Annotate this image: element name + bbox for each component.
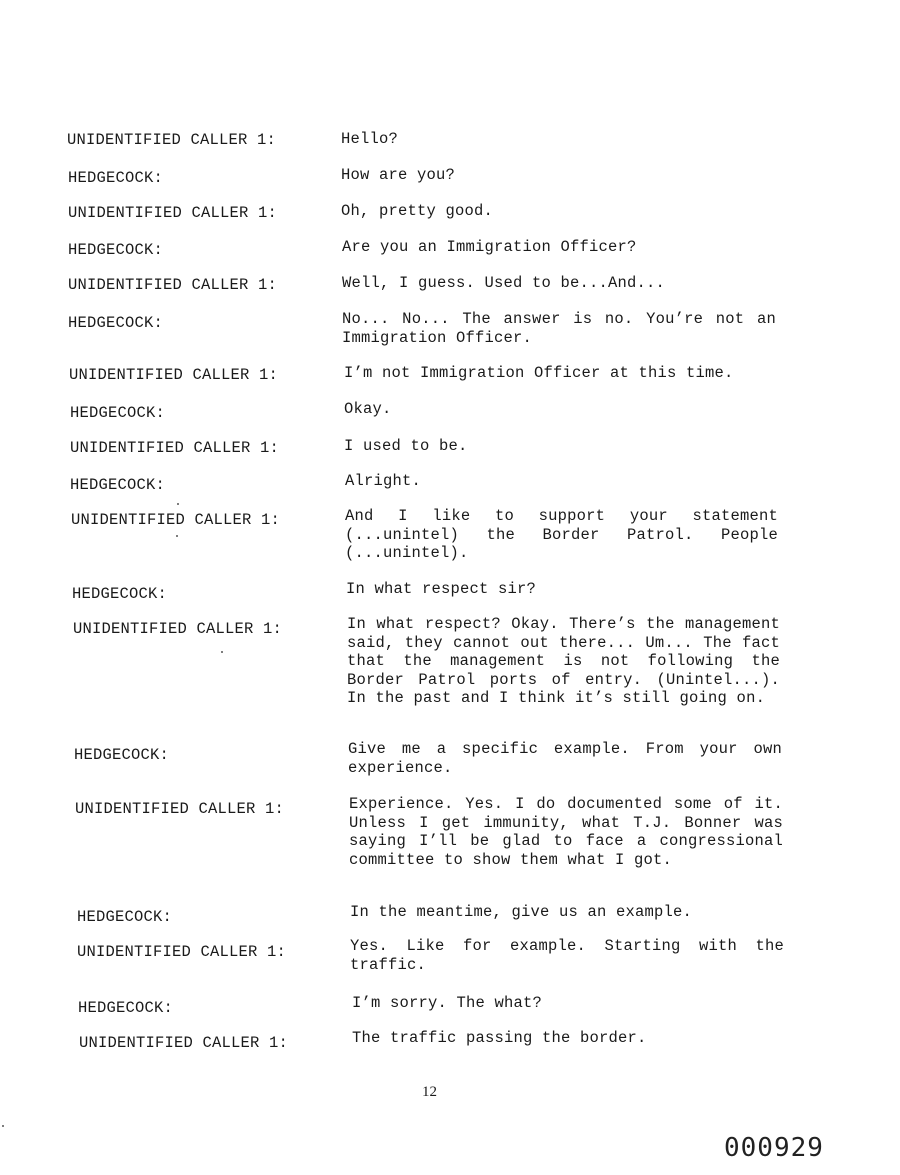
utterance-text: Oh, pretty good. xyxy=(341,202,494,220)
speaker-label: HEDGECOCK: xyxy=(78,999,174,1017)
utterance-text: In the meantime, give us an example. xyxy=(350,903,693,921)
utterance-text: And I like to support your statement (...unintel) the Border Patrol. People (...unintel). xyxy=(345,507,778,562)
scan-speck xyxy=(176,535,178,537)
utterance-text: The traffic passing the border. xyxy=(352,1029,647,1047)
speaker-label: UNIDENTIFIED CALLER 1: xyxy=(70,439,280,457)
speaker-label: UNIDENTIFIED CALLER 1: xyxy=(69,366,279,384)
speaker-label: HEDGECOCK: xyxy=(74,746,170,764)
utterance-text: Hello? xyxy=(341,130,399,148)
page-number: 12 xyxy=(422,1084,437,1100)
speaker-label: UNIDENTIFIED CALLER 1: xyxy=(73,620,283,638)
utterance-text: Yes. Like for example. Starting with the traffic. xyxy=(350,937,784,974)
utterance-text: No... No... The answer is no. You’re not an Immigration Officer. xyxy=(342,310,776,347)
utterance-text: Experience. Yes. I do documented some of it. Unless I get immunity, what T.J. Bonner was saying I’ll be glad to face a congressional committee to show them what I got. xyxy=(349,795,783,869)
utterance-text: I’m not Immigration Officer at this time. xyxy=(344,364,734,382)
speaker-label: HEDGECOCK: xyxy=(70,476,166,494)
speaker-label: UNIDENTIFIED CALLER 1: xyxy=(75,800,285,818)
utterance-text: Okay. xyxy=(344,400,392,418)
scan-speck xyxy=(2,1125,4,1127)
bates-number: 000929 xyxy=(724,1133,824,1163)
utterance-text: In what respect sir? xyxy=(346,580,537,598)
scan-speck xyxy=(177,503,179,505)
speaker-label: UNIDENTIFIED CALLER 1: xyxy=(79,1034,289,1052)
speaker-label: HEDGECOCK: xyxy=(68,169,164,187)
speaker-label: HEDGECOCK: xyxy=(72,585,168,603)
speaker-label: UNIDENTIFIED CALLER 1: xyxy=(71,511,281,529)
utterance-text: How are you? xyxy=(341,166,456,184)
speaker-label: HEDGECOCK: xyxy=(77,908,173,926)
utterance-text: Well, I guess. Used to be...And... xyxy=(342,274,666,292)
speaker-label: UNIDENTIFIED CALLER 1: xyxy=(68,204,278,222)
utterance-text: I’m sorry. The what? xyxy=(352,994,543,1012)
speaker-label: HEDGECOCK: xyxy=(68,241,164,259)
utterance-text: Are you an Immigration Officer? xyxy=(342,238,637,256)
speaker-label: UNIDENTIFIED CALLER 1: xyxy=(67,131,277,149)
utterance-text: In what respect? Okay. There’s the management said, they cannot out there... Um... The fact that the management is not following the Border Patrol ports of entry. (Unintel...). In the past and I think it’s still going on. xyxy=(347,615,780,707)
scan-speck xyxy=(221,651,223,653)
speaker-label: HEDGECOCK: xyxy=(70,404,166,422)
utterance-text: Give me a specific example. From your own experience. xyxy=(348,740,782,777)
speaker-label: UNIDENTIFIED CALLER 1: xyxy=(68,276,278,294)
utterance-text: Alright. xyxy=(345,472,422,490)
speaker-label: HEDGECOCK: xyxy=(68,314,164,332)
speaker-label: UNIDENTIFIED CALLER 1: xyxy=(77,943,287,961)
utterance-text: I used to be. xyxy=(344,437,468,455)
